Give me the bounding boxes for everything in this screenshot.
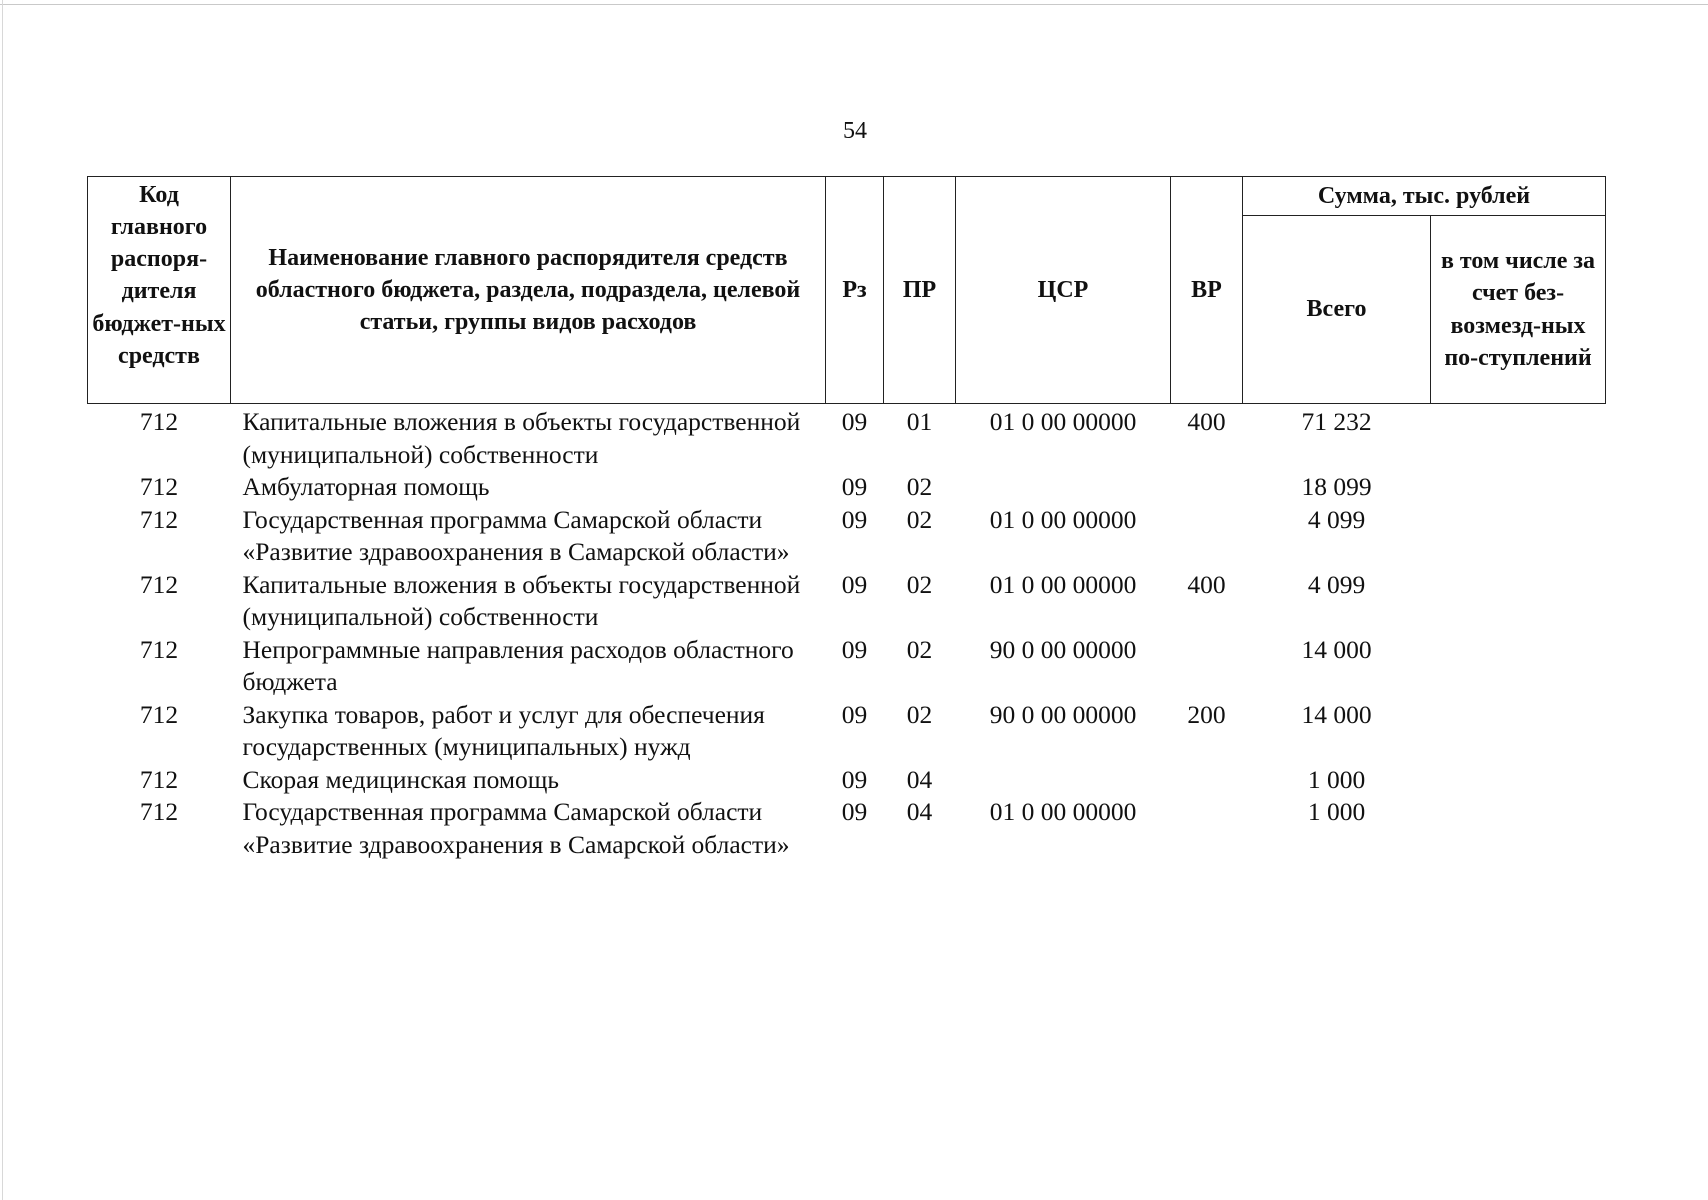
cell-code: 712	[139, 634, 179, 664]
cell-name: Государственная программа Самарской области «Развитие здравоохранения в Самарской области»	[242, 504, 790, 566]
cell-csr	[956, 471, 1171, 504]
cell-free	[1431, 634, 1606, 699]
table-row	[88, 634, 1606, 699]
cell-pr: 02	[906, 699, 933, 729]
header-code: Код главного распоря-дителя бюджет-ных средств	[88, 177, 231, 404]
cell-total: 18 099	[1301, 472, 1372, 501]
cell-free	[1431, 796, 1606, 861]
cell-pr: 02	[906, 472, 933, 501]
cell-pr: 02	[906, 569, 933, 599]
cell-free	[1431, 471, 1606, 504]
cell-vr: 400	[1187, 569, 1226, 599]
cell-code: 712	[139, 472, 179, 501]
cell-csr: 01 0 00 00000	[989, 504, 1137, 534]
cell-rz: 09	[841, 634, 868, 664]
cell-free	[1431, 404, 1606, 472]
table-header	[88, 177, 1606, 404]
cell-pr: 02	[906, 634, 933, 664]
cell-total: 1 000	[1307, 764, 1366, 794]
cell-code: 712	[139, 569, 179, 599]
cell-vr	[1171, 764, 1243, 797]
scan-edge-left	[2, 0, 3, 1200]
table-row	[88, 504, 1606, 569]
header-row	[88, 177, 1606, 216]
cell-code: 712	[139, 407, 179, 436]
cell-free	[1431, 764, 1606, 797]
table-body	[88, 404, 1606, 862]
table-row	[88, 699, 1606, 764]
cell-name: Закупка товаров, работ и услуг для обеспечения государственных (муниципальных) нужд	[242, 699, 765, 761]
cell-total: 1 000	[1307, 797, 1366, 826]
header-name: Наименование главного распорядителя средств областного бюджета, раздела, подраздела, целевой статьи, группы видов расходов	[231, 177, 826, 404]
cell-code: 712	[139, 764, 179, 794]
cell-csr: 90 0 00 00000	[989, 634, 1137, 664]
cell-csr	[956, 764, 1171, 797]
cell-rz: 09	[841, 797, 868, 826]
cell-free	[1431, 699, 1606, 764]
cell-vr	[1171, 471, 1243, 504]
cell-free	[1431, 504, 1606, 569]
cell-pr: 04	[906, 797, 933, 826]
cell-rz: 09	[841, 699, 868, 729]
table-row	[88, 569, 1606, 634]
cell-rz: 09	[841, 472, 868, 501]
header-pr: ПР	[884, 177, 956, 404]
cell-vr	[1171, 796, 1243, 861]
cell-name: Государственная программа Самарской области «Развитие здравоохранения в Самарской области»	[242, 797, 790, 859]
header-free: в том числе за счет без-возмезд-ных по-ступлений	[1431, 216, 1606, 404]
cell-name: Амбулаторная помощь	[242, 472, 490, 501]
cell-pr: 01	[906, 407, 933, 436]
header-total: Всего	[1243, 216, 1431, 404]
header-vr: ВР	[1171, 177, 1243, 404]
cell-total: 71 232	[1301, 407, 1372, 436]
cell-free	[1431, 569, 1606, 634]
cell-code: 712	[139, 797, 179, 826]
table-row	[88, 764, 1606, 797]
table-row	[88, 796, 1606, 861]
cell-name: Непрограммные направления расходов областного бюджета	[242, 634, 794, 696]
cell-total: 4 099	[1307, 569, 1366, 599]
cell-csr: 90 0 00 00000	[989, 699, 1137, 729]
cell-rz: 09	[841, 764, 868, 794]
cell-total: 4 099	[1307, 504, 1366, 534]
cell-code: 712	[139, 699, 179, 729]
cell-vr: 200	[1187, 699, 1226, 729]
header-rz: Рз	[826, 177, 884, 404]
cell-rz: 09	[841, 504, 868, 534]
cell-code: 712	[139, 504, 179, 534]
table-row	[88, 471, 1606, 504]
cell-csr: 01 0 00 00000	[989, 407, 1137, 436]
budget-table	[87, 176, 1606, 861]
cell-csr: 01 0 00 00000	[989, 797, 1137, 826]
cell-vr	[1171, 634, 1243, 699]
cell-pr: 04	[906, 764, 933, 794]
cell-rz: 09	[841, 569, 868, 599]
scan-edge-top	[0, 4, 1708, 5]
cell-total: 14 000	[1301, 634, 1372, 664]
page-number: 54	[843, 118, 867, 144]
cell-name: Скорая медицинская помощь	[242, 764, 560, 794]
cell-rz: 09	[841, 407, 868, 436]
cell-name: Капитальные вложения в объекты государственной (муниципальной) собственности	[242, 407, 801, 469]
cell-total: 14 000	[1301, 699, 1372, 729]
cell-csr: 01 0 00 00000	[989, 569, 1137, 599]
cell-vr	[1171, 504, 1243, 569]
header-csr: ЦСР	[956, 177, 1171, 404]
cell-vr: 400	[1187, 407, 1226, 436]
cell-pr: 02	[906, 504, 933, 534]
header-sum-group: Сумма, тыс. рублей	[1243, 177, 1606, 216]
table-row	[88, 404, 1606, 472]
cell-name: Капитальные вложения в объекты государственной (муниципальной) собственности	[242, 569, 801, 631]
